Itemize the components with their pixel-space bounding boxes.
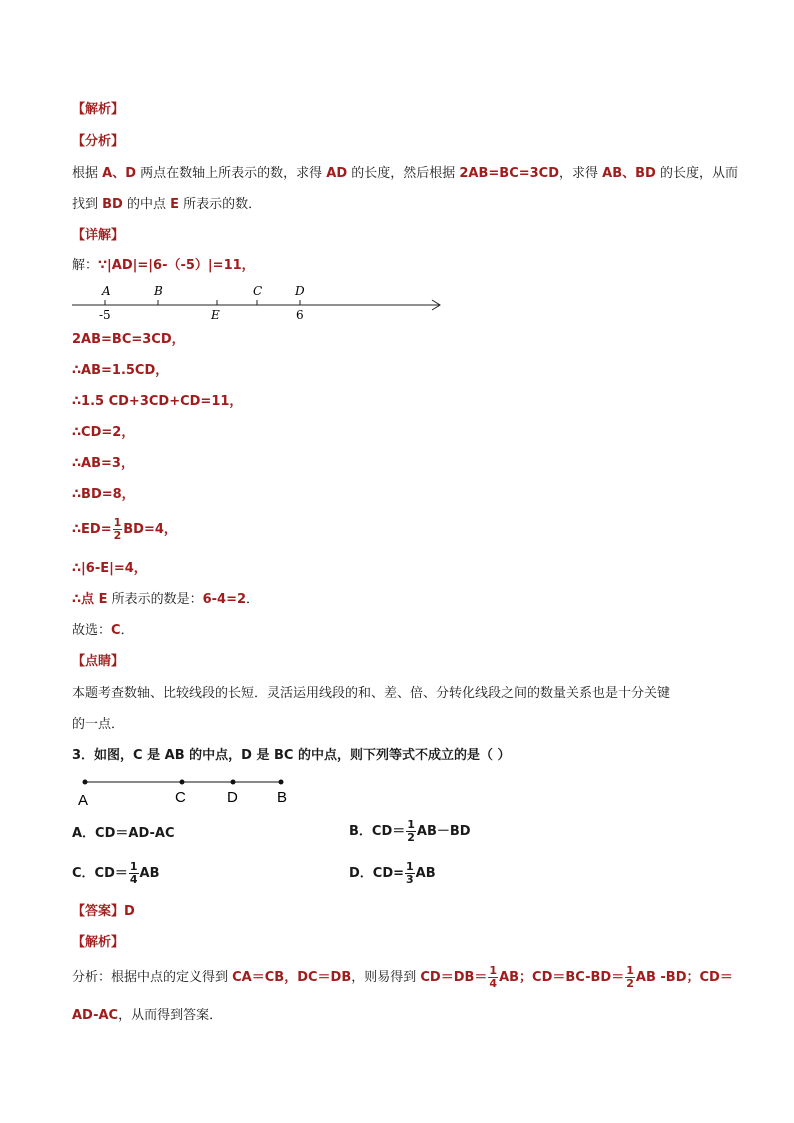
fraction-numerator: 1 xyxy=(626,964,634,977)
choice-end: ． xyxy=(120,623,134,638)
fraction-one-half xyxy=(113,517,123,542)
step9-end: ． xyxy=(246,592,260,607)
option-b xyxy=(349,816,471,848)
analysis2-eq1: CD＝DB＝ xyxy=(420,970,488,985)
fig-label-d: D xyxy=(227,789,238,806)
segment-figure xyxy=(74,772,304,808)
solution-step-3: ∴1.5 CD+3CD+CD=11， xyxy=(72,394,243,409)
fraction-denominator: 3 xyxy=(406,873,414,886)
answer-label: 【答案】 xyxy=(72,904,125,919)
analysis-text: 所表示的数． xyxy=(179,197,262,212)
fraction-denominator: 4 xyxy=(489,977,498,990)
fraction-denominator: 2 xyxy=(113,529,122,542)
solution-step-8: ∴|6-E|=4， xyxy=(72,561,147,576)
question-stem: 3．如图，C 是 AB 的中点，D 是 BC 的中点，则下列等式不成立的是（ ） xyxy=(72,748,511,763)
option-d xyxy=(349,858,436,890)
analysis-line-1 xyxy=(72,166,738,182)
fraction-one-half xyxy=(625,965,635,990)
fraction-one-quarter xyxy=(488,965,498,990)
option-b-suffix: AB－BD xyxy=(416,824,471,839)
nl-label-b: B xyxy=(154,284,163,298)
analysis-ab-bd: AB、BD xyxy=(602,166,656,181)
step7-suffix: BD=4， xyxy=(123,522,177,537)
solution-choice xyxy=(72,623,134,639)
fig-label-c: C xyxy=(175,789,186,806)
option-d-prefix: D．CD= xyxy=(349,866,405,881)
fraction-one-half xyxy=(406,819,416,844)
solution-start xyxy=(72,258,255,274)
analysis-text: 找到 xyxy=(72,197,103,212)
analysis-e: E xyxy=(170,197,179,212)
fraction-numerator: 1 xyxy=(407,818,415,831)
comment-line-2: 的一点． xyxy=(72,717,125,732)
solution-step-4: ∴CD=2， xyxy=(72,425,135,440)
option-c-suffix: AB xyxy=(139,866,160,881)
nl-tick-minus5: -5 xyxy=(99,308,111,322)
analysis-ad: AD xyxy=(326,166,348,181)
comment-line-1: 本题考查数轴、比较线段的长短．灵活运用线段的和、差、倍、分转化线段之间的数量关系也是十分关键 xyxy=(72,686,671,701)
analysis-text: 的长度，然后根据 xyxy=(347,166,460,181)
analysis2-line-2 xyxy=(72,1008,222,1024)
step9-calc: 6-4=2 xyxy=(202,592,247,607)
fraction-numerator: 1 xyxy=(489,964,498,977)
step9-e: E xyxy=(98,592,108,607)
solution-step-7 xyxy=(72,514,177,546)
number-line xyxy=(68,280,448,324)
solution-jie: 解： xyxy=(72,258,99,273)
analysis-line-2 xyxy=(72,197,261,213)
analysis2-line-1 xyxy=(72,962,733,994)
analysis2-text: 分析：根据中点的定义得到 xyxy=(72,970,233,985)
analysis-text: 的长度，从而 xyxy=(655,166,738,181)
option-c xyxy=(72,858,160,890)
fraction-one-quarter xyxy=(129,861,139,886)
fraction-denominator: 2 xyxy=(407,831,415,844)
analysis-points: A、D xyxy=(102,166,136,181)
solution-step-5: ∴AB=3， xyxy=(72,456,134,471)
analysis-text: 两点在数轴上所表示的数，求得 xyxy=(136,166,327,181)
option-a: A．CD＝AD-AC xyxy=(72,826,175,841)
fig-label-b: B xyxy=(277,789,288,806)
analysis2-text: ，从而得到答案． xyxy=(118,1008,223,1023)
section-jiexi-2: 【解析】 xyxy=(72,935,125,950)
nl-tick-6: 6 xyxy=(296,308,304,322)
solution-ad-abs: ∵|AD|=|6-（-5）|=11， xyxy=(98,258,255,273)
fraction-denominator: 2 xyxy=(626,977,634,990)
fraction-numerator: 1 xyxy=(406,860,414,873)
answer-line xyxy=(72,904,135,920)
fig-label-a: A xyxy=(78,792,89,808)
option-d-suffix: AB xyxy=(415,866,436,881)
fraction-numerator: 1 xyxy=(129,860,138,873)
nl-label-d: D xyxy=(295,284,305,298)
analysis-text: 的中点 xyxy=(122,197,171,212)
option-c-prefix: C．CD＝ xyxy=(72,866,128,881)
section-jiexi: 【解析】 xyxy=(72,102,125,117)
fraction-one-third xyxy=(405,861,415,886)
nl-label-a: A xyxy=(102,284,111,298)
choice-prefix: 故选： xyxy=(72,623,112,638)
step9-text: 所表示的数是： xyxy=(107,592,203,607)
analysis2-eq3: AB -BD；CD＝ xyxy=(635,970,733,985)
fraction-denominator: 4 xyxy=(129,873,138,886)
fraction-numerator: 1 xyxy=(113,516,122,529)
solution-step-1: 2AB=BC=3CD， xyxy=(72,332,185,347)
solution-step-2: ∴AB=1.5CD， xyxy=(72,363,169,378)
section-xiangjie: 【详解】 xyxy=(72,228,125,243)
nl-label-e: E xyxy=(211,308,220,322)
solution-step-6: ∴BD=8， xyxy=(72,487,135,502)
analysis-text: 根据 xyxy=(72,166,103,181)
option-b-prefix: B．CD＝ xyxy=(349,824,406,839)
step7-prefix: ∴ED= xyxy=(72,522,112,537)
section-fenxi: 【分析】 xyxy=(72,134,125,149)
choice-c: C xyxy=(111,623,121,638)
analysis2-ad-ac: AD-AC xyxy=(72,1008,119,1023)
analysis-bd: BD xyxy=(102,197,123,212)
solution-step-9 xyxy=(72,592,259,608)
answer-value: D xyxy=(124,904,135,919)
analysis2-eq2: AB；CD＝BC-BD＝ xyxy=(499,970,625,985)
analysis2-midpoints: CA＝CB，DC＝DB xyxy=(232,970,352,985)
analysis-ratio: 2AB=BC=3CD xyxy=(459,166,560,181)
analysis2-text: ，则易得到 xyxy=(351,970,421,985)
analysis-text: ，求得 xyxy=(559,166,603,181)
section-dianjing: 【点睛】 xyxy=(72,654,125,669)
nl-label-c: C xyxy=(253,284,263,298)
step9-prefix: ∴点 xyxy=(72,592,99,607)
